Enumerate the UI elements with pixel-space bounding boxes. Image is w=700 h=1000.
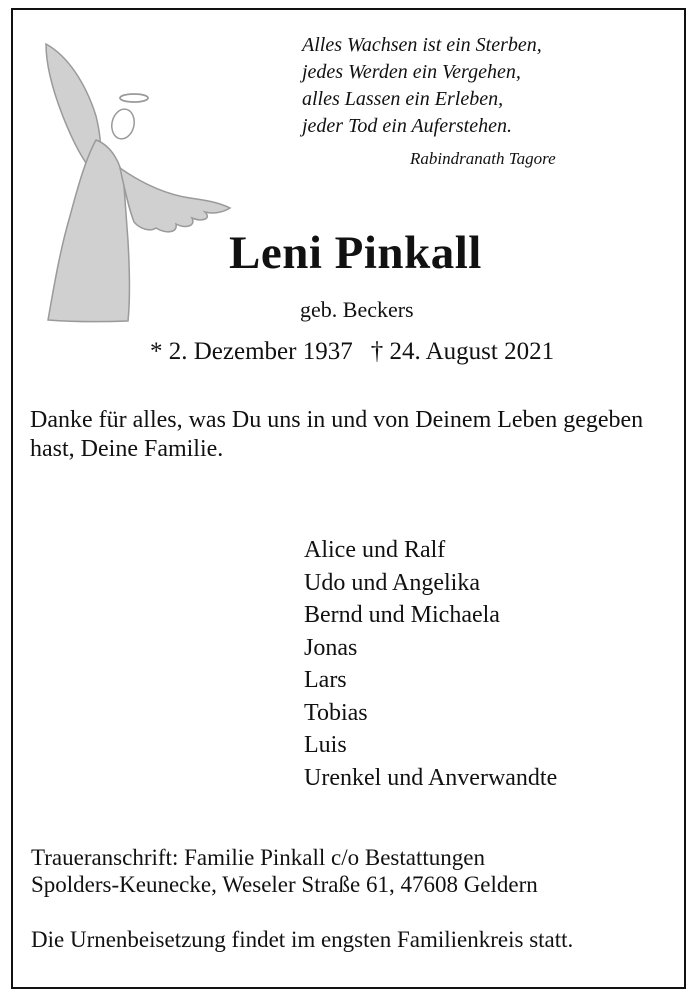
- angel-halo: [120, 94, 148, 102]
- quote: [302, 32, 542, 140]
- quote-line: Alles Wachsen ist ein Sterben,: [302, 34, 542, 56]
- quote-line: jeder Tod ein Auferstehen.: [302, 115, 512, 137]
- quote-line: jedes Werden ein Vergehen,: [302, 61, 521, 83]
- birth-name: geb. Beckers: [300, 297, 414, 322]
- angel-front-wing: [120, 168, 230, 232]
- family-member: Jonas: [304, 634, 358, 661]
- address-line: Traueranschrift: Familie Pinkall c/o Bestattungen: [31, 845, 485, 870]
- deceased-name: Leni Pinkall: [229, 227, 482, 279]
- family-list: [304, 534, 557, 794]
- family-member: Lars: [304, 667, 347, 693]
- family-member: Bernd und Michaela: [304, 602, 500, 628]
- life-dates: [150, 338, 554, 366]
- death-date: † 24. August 2021: [370, 338, 555, 365]
- angel-icon: [40, 36, 235, 326]
- family-member: Alice und Ralf: [304, 537, 446, 563]
- quote-author: Rabindranath Tagore: [410, 149, 556, 168]
- family-member: Luis: [304, 732, 347, 758]
- address-line: Spolders-Keunecke, Weseler Straße 61, 47608 Geldern: [31, 871, 538, 897]
- thanks-text: Danke für alles, was Du uns in und von Deinem Leben gegeben hast, Deine Familie.: [30, 407, 644, 462]
- birth-date: * 2. Dezember 1937: [150, 338, 353, 365]
- angel-body: [48, 140, 130, 322]
- family-member: Udo und Angelika: [304, 569, 480, 596]
- angel-head: [109, 107, 137, 141]
- family-member: Urenkel und Anverwandte: [304, 764, 558, 791]
- mourning-address: [31, 845, 538, 898]
- burial-note: Die Urnenbeisetzung findet im engsten Familienkreis statt.: [31, 927, 574, 952]
- family-member: Tobias: [304, 699, 368, 726]
- quote-line: alles Lassen ein Erleben,: [302, 88, 504, 110]
